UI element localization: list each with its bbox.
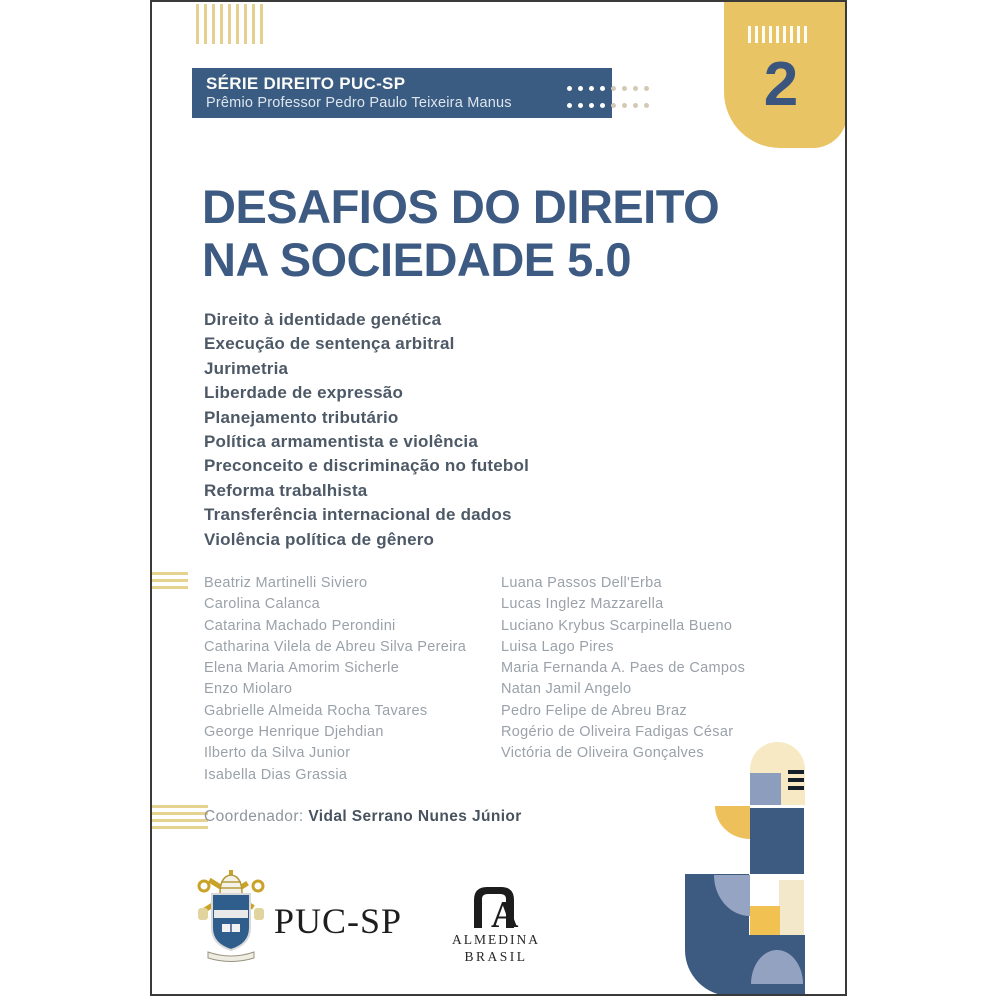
topic-item: Execução de sentença arbitral [204, 334, 455, 354]
topic-item: Transferência internacional de dados [204, 505, 512, 525]
topic-item: Jurimetria [204, 358, 289, 378]
topic-item: Planejamento tributário [204, 407, 399, 427]
author-name: Carolina Calanca [204, 596, 321, 613]
author-name: Isabella Dias Grassia [204, 766, 348, 783]
almedina-name: ALMEDINA [452, 932, 540, 947]
almedina-logo [440, 884, 552, 965]
author-name: Luisa Lago Pires [501, 638, 614, 655]
volume-number: 2 [763, 50, 799, 119]
top-left-stripes-decoration [196, 4, 263, 44]
author-name: Catarina Machado Perondini [204, 617, 396, 634]
almedina-logo-mark [470, 884, 522, 928]
author-name: Catharina Vilela de Abreu Silva Pereira [204, 638, 467, 655]
coordinator-label: Coordenador: [204, 808, 304, 825]
authors-column-1 [204, 573, 504, 786]
coordinator-line [204, 808, 522, 826]
author-name: Enzo Miolaro [204, 681, 293, 698]
coordinator-name: Vidal Serrano Nunes Júnior [308, 808, 522, 825]
topic-item: Política armamentista e violência [204, 432, 478, 452]
puc-sp-crest-logo [194, 870, 268, 962]
volume-badge [724, 2, 847, 148]
book-title-line1: DESAFIOS DO DIREITO [202, 180, 720, 233]
deco-blue-square [750, 808, 804, 874]
deco-cream-column [779, 880, 804, 936]
dots-decoration [567, 86, 663, 108]
series-title: SÉRIE DIREITO PUC-SP [206, 74, 406, 93]
author-name: Natan Jamil Angelo [501, 681, 632, 698]
topic-item: Liberdade de expressão [204, 383, 404, 403]
puc-sp-wordmark: PUC-SP [274, 901, 403, 941]
author-name: Rogério de Oliveira Fadigas César [501, 724, 734, 741]
author-name: Maria Fernanda A. Paes de Campos [501, 660, 746, 677]
badge-stripes-decoration [748, 26, 807, 43]
svg-text:A: A [491, 894, 519, 928]
author-name: Elena Maria Amorim Sicherle [204, 660, 400, 677]
book-title-line2: NA SOCIEDADE 5.0 [202, 233, 632, 286]
deco-slate-square [750, 773, 781, 805]
topic-item: Violência política de gênero [204, 529, 435, 549]
topic-item: Preconceito e discriminação no futebol [204, 456, 530, 476]
author-name: Ilberto da Silva Junior [204, 745, 351, 762]
author-name: Gabrielle Almeida Rocha Tavares [204, 702, 428, 719]
topic-item: Direito à identidade genética [204, 310, 442, 329]
book-title [202, 180, 802, 286]
left-rules-decoration-upper [152, 572, 188, 593]
author-name: George Henrique Djehdian [204, 724, 384, 741]
authors-column-2 [501, 573, 801, 765]
series-banner [192, 68, 612, 118]
author-name: Beatriz Martinelli Siviero [204, 575, 368, 591]
author-name: Victória de Oliveira Gonçalves [501, 745, 704, 762]
author-name: Lucas Inglez Mazzarella [501, 596, 664, 613]
deco-gold-quarter-circle [715, 806, 750, 839]
topics-list [204, 308, 764, 552]
book-cover [150, 0, 847, 996]
author-name: Luciano Krybus Scarpinella Bueno [501, 617, 733, 634]
series-subtitle: Prêmio Professor Pedro Paulo Teixeira Manus [206, 95, 512, 111]
almedina-brasil: BRASIL [464, 949, 528, 964]
topic-item: Reforma trabalhista [204, 480, 368, 500]
author-name: Pedro Felipe de Abreu Braz [501, 702, 687, 719]
deco-three-lines [788, 770, 804, 794]
left-rules-decoration-lower [152, 805, 208, 833]
deco-gold-square [750, 906, 780, 936]
author-name: Luana Passos Dell'Erba [501, 575, 662, 591]
